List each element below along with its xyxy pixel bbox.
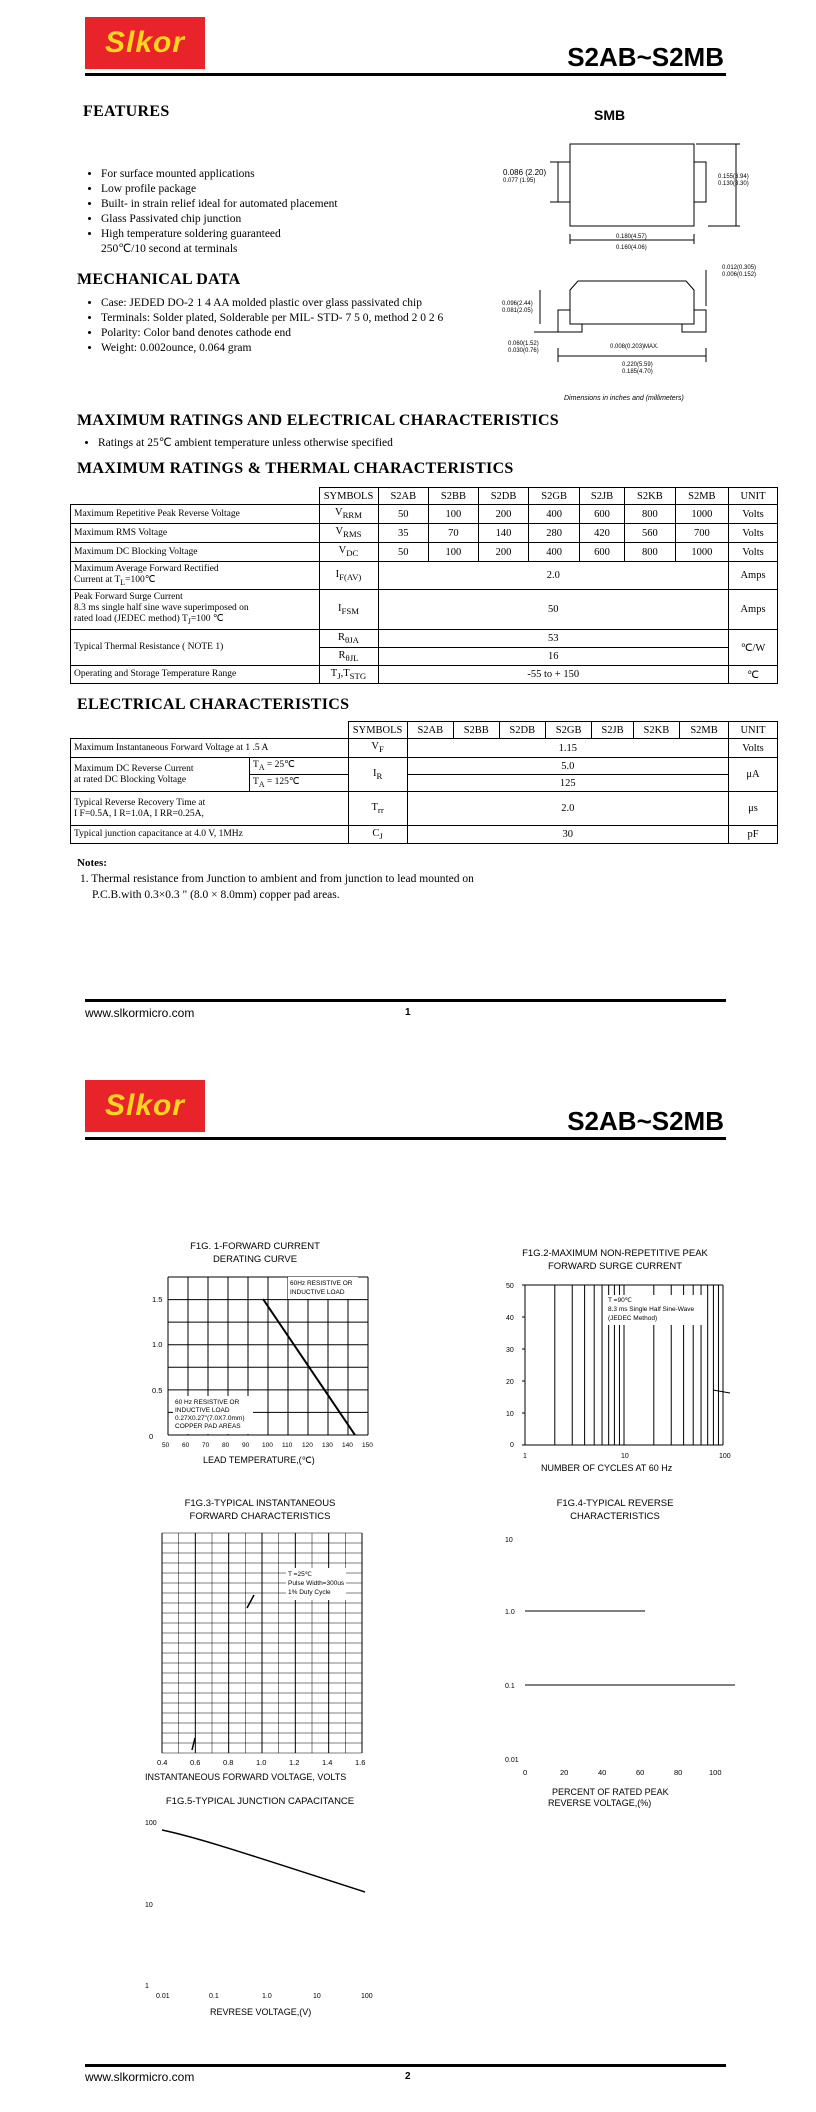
fig3-xtick: 0.8 [223,1758,234,1767]
feature-item: • Glass Passivated chip junction [101,212,501,227]
max-ratings-table [70,487,778,684]
dim-top-left: 0.077 (1.95) [503,178,536,184]
fig2-ytick: 10 [506,1411,514,1418]
features-title: FEATURES [83,103,170,120]
fig5-title: F1G.5-TYPICAL JUNCTION CAPACITANCE [165,1796,355,1807]
fig3-title [165,1497,355,1523]
symbol-cell [319,630,378,648]
dims-caption: Dimensions in inches and (millimeters) [564,395,684,402]
fig2-ytick: 0 [510,1442,514,1449]
max-ratings-title: MAXIMUM RATINGS AND ELECTRICAL CHARACTERISTICS [77,412,560,429]
symbol: I [372,767,377,779]
symbol: R [338,631,346,643]
table-header-row [71,488,778,505]
fig1-annotation: 60 Hz RESISTIVE OR [175,1399,240,1406]
feature-item: • For surface mounted applications [101,167,501,182]
symbol: I [337,602,342,614]
param-label: Maximum Repetitive Peak Reverse Voltage [71,505,320,524]
fig2-xlabel: NUMBER OF CYCLES AT 60 Hz [541,1463,673,1473]
value-cell: 16 [378,648,729,666]
param-label: Typical junction capacitance at 4.0 V, 1MHz [71,826,349,844]
fig1-ytick: 0 [149,1432,154,1441]
header-empty [71,488,320,505]
fig1-annotation: 60Hz RESISTIVE OR [290,1280,353,1287]
feature-item: • Built- in strain relief ideal for automated placement [101,197,501,212]
fig4-xtick: 20 [560,1768,569,1777]
electrical-title: ELECTRICAL CHARACTERISTICS [77,696,350,713]
symbol-sub: R [376,771,383,782]
param-label: Maximum DC Blocking Voltage [71,543,320,562]
cond-sub: A [258,762,265,772]
unit-cell: Amps [729,562,778,590]
fig3-curve [192,1595,254,1750]
dim-top-right: 0.155(3.94) [718,174,749,180]
fig1-xlabel: LEAD TEMPERATURE,(℃) [203,1455,315,1465]
value-cell: 35 [378,524,429,543]
symbol-sub: rr [377,805,384,816]
condition-cell [250,775,349,792]
mech-item: • Weight: 0.002ounce, 0.064 gram [101,341,521,356]
fig5-ytick: 100 [145,1820,157,1827]
fig2-xtick: 100 [719,1453,731,1460]
fig1-title [160,1240,350,1266]
fig2-ytick: 20 [506,1379,514,1386]
symbol: ,T [340,667,350,679]
fig4-title-line: CHARACTERISTICS [570,1511,660,1522]
fig4-xlabel: PERCENT OF RATED PEAK [552,1787,669,1797]
fig4-xtick: 80 [674,1768,683,1777]
table-row [71,590,778,630]
table-row [71,739,778,758]
unit-cell: μA [729,758,778,792]
value-cell: 53 [378,630,729,648]
symbol-cell [319,562,378,590]
dim-side-tr: 0.012(0.305) [722,265,757,271]
dim-side-l: 0.096(2.44) [502,301,533,307]
cond: T [253,759,259,770]
symbol-cell [319,543,378,562]
fig4-xtick: 40 [598,1768,607,1777]
fig1-ytick: 1.5 [152,1295,163,1304]
unit-cell: Amps [729,590,778,630]
label-line: Maximum Average Forward Rectified [74,563,219,574]
fig3-xtick: 1.6 [355,1758,366,1767]
value-cell: 1.15 [407,739,728,758]
value-cell: 100 [429,505,479,524]
fig4-xlabel: REVERSE VOLTAGE,(%) [548,1798,652,1808]
value-cell: 70 [429,524,479,543]
value-cell: 280 [529,524,580,543]
unit-cell: Volts [729,505,778,524]
value-cell: 50 [378,543,429,562]
feature-item: 250℃/10 second at terminals [101,243,238,255]
part-number-title: S2AB~S2MB [567,1106,724,1136]
fig1-chart [140,1265,380,1465]
dim-top-bottom: 0.160(4.06) [616,245,647,251]
mechanical-list [83,296,521,356]
header-cell: SYMBOLS [348,722,407,739]
fig3-xtick: 1.0 [256,1758,267,1767]
mech-item: • Terminals: Solder plated, Solderable per MIL- STD- 7 5 0, method 2 0 2 6 [101,311,521,326]
package-outline-drawing [500,130,770,410]
table-header-row [71,722,778,739]
unit-cell: ℃/W [729,630,778,666]
fig4-ytick: 10 [505,1537,513,1544]
header-cell: S2GB [545,722,591,739]
header-cell: UNIT [729,488,778,505]
value-cell: 2.0 [378,562,729,590]
fig2-annotation: (JEDEC Method) [608,1315,658,1322]
fig2-annotation: 8.3 ms Single Half Sine-Wave [608,1306,695,1313]
brand-logo-text: Slkor [104,26,186,59]
value-cell: 2.0 [407,792,728,826]
symbol: T [371,801,378,813]
symbol: V [334,507,343,519]
symbol-cell [319,648,378,666]
fig1-title-line: F1G. 1-FORWARD CURRENT [190,1241,320,1252]
fig1-annotation: INDUCTIVE LOAD [175,1407,230,1414]
label-sub: J [187,616,191,626]
header-cell: S2KB [633,722,679,739]
fig1-ytick: 1.0 [152,1340,163,1349]
fig3-xtick: 0.6 [190,1758,201,1767]
dim-side-bl: 0.060(1.52) [508,341,539,347]
footer-page-number: 2 [405,2071,411,2082]
header-cell: S2MB [675,488,728,505]
symbol: V [335,526,344,538]
cond: = 125℃ [264,776,300,787]
unit-cell: Volts [729,543,778,562]
fig1-xtick: 120 [302,1442,313,1449]
value-cell: 200 [478,543,529,562]
dim-top-left: 0.086 (2.20) [503,168,547,177]
header-cell: S2BB [429,488,479,505]
symbol-cell [348,826,407,844]
table-row [71,505,778,524]
symbol-cell [319,590,378,630]
symbol-cell [348,792,407,826]
symbol-sub: STG [349,671,367,682]
fig1-annotation: COPPER PAD AREAS [175,1423,241,1430]
symbol-cell [319,524,378,543]
ratings-note-list [80,436,393,451]
header-cell: S2DB [499,722,545,739]
brand-logo [85,1080,205,1132]
feature-item: • High temperature soldering guaranteed [101,227,501,242]
dim-top-bottom: 0.180(4.57) [616,234,647,240]
fig1-xtick: 80 [222,1442,230,1449]
fig3-annotation: Pulse Width=300us [288,1580,345,1587]
label-line: Peak Forward Surge Current [74,592,183,603]
table-row [71,758,778,775]
header-cell: UNIT [729,722,778,739]
label-line: at rated DC Blocking Voltage [74,774,187,785]
param-label [71,562,320,590]
symbol: V [371,741,379,753]
fig2-ytick: 30 [506,1347,514,1354]
fig1-ytick: 0.5 [152,1386,163,1395]
value-cell: 50 [378,590,729,630]
fig2-annotation: T =90℃ [608,1297,632,1304]
fig1-xtick: 130 [322,1442,333,1449]
symbol-cell [319,666,378,684]
symbol-cell [348,758,407,792]
symbol-sub: RRM [342,510,363,521]
label-line: =100℃ [125,574,156,585]
symbol-sub: RMS [343,529,362,540]
unit-cell: Volts [729,739,778,758]
param-label: Typical Thermal Resistance ( NOTE 1) [71,630,320,666]
value-cell: 560 [625,524,676,543]
note-1-line-1: 1. Thermal resistance from Junction to ambient and from junction to lead mounted on [80,873,474,885]
param-label [71,792,349,826]
symbol-sub: F(AV) [339,572,362,583]
value-cell: 30 [407,826,728,844]
fig2-curve [713,1390,730,1393]
header-cell: S2KB [625,488,676,505]
fig1-xtick: 150 [362,1442,373,1449]
fig1-xtick: 90 [242,1442,250,1449]
fig3-annotation: 1% Duty Cycle [288,1589,331,1596]
fig1-annotation: 0.27X0.27"(7.0X7.0mm) [175,1415,245,1422]
notes-title: Notes: [77,857,107,869]
value-cell: 600 [579,543,624,562]
fig5-xtick: 10 [313,1993,321,2000]
value-cell: 140 [478,524,529,543]
unit-cell: Volts [729,524,778,543]
fig1-xtick: 50 [162,1442,170,1449]
label-line: Typical Reverse Recovery Time at [74,797,206,808]
value-cell: -55 to + 150 [378,666,729,684]
cond-sub: A [258,779,265,789]
header-cell: S2AB [378,488,429,505]
param-label [71,590,320,630]
fig4-ytick: 0.1 [505,1683,515,1690]
param-label: Maximum Instantaneous Forward Voltage at 1 .5 A [71,739,349,758]
fig2-title-line: F1G.2-MAXIMUM NON-REPETITIVE PEAK [522,1248,708,1259]
fig5-ytick: 1 [145,1983,149,1990]
value-cell: 600 [579,505,624,524]
package-label: SMB [594,107,626,123]
value-cell: 800 [625,505,676,524]
footer-page-number: 1 [405,1007,411,1018]
fig1-xtick: 140 [342,1442,353,1449]
header-cell: S2BB [453,722,499,739]
fig4-xtick: 100 [709,1768,722,1777]
fig2-title-line: FORWARD SURGE CURRENT [547,1261,683,1272]
table-row [71,543,778,562]
fig3-xtick: 1.4 [322,1758,333,1767]
dim-side-tr: 0.006(0.152) [722,272,757,278]
label-line: Maximum DC Reverse Current [74,763,194,774]
fig1-title-line: DERATING CURVE [212,1254,298,1265]
label-line: I F=0.5A, I R=1.0A, I RR=0.25A, [74,808,204,819]
fig5-chart [140,1810,390,2020]
symbol-sub: F [378,744,384,755]
fig5-curve [162,1830,365,1892]
value-cell: 700 [675,524,728,543]
fig3-xtick: 1.2 [289,1758,300,1767]
symbol-sub: DC [346,548,359,559]
features-list [83,167,501,257]
value-cell: 125 [407,775,728,792]
fig3-xlabel: INSTANTANEOUS FORWARD VOLTAGE, VOLTS [145,1772,347,1782]
symbol: C [372,827,380,839]
cond: = 25℃ [264,759,295,770]
table-row [71,666,778,684]
symbol-sub: FSM [341,606,359,617]
fig2-xtick: 10 [621,1453,629,1460]
value-cell: 400 [529,505,580,524]
fig2-chart [495,1275,745,1473]
label-sub: L [120,577,126,587]
fig3-title-line: F1G.3-TYPICAL INSTANTANEOUS [184,1498,336,1509]
condition-cell [250,758,349,775]
symbol: V [338,545,347,557]
fig1-xtick: 100 [262,1442,273,1449]
ratings-note: • Ratings at 25℃ ambient temperature unless otherwise specified [98,436,393,451]
fig4-ytick: 1.0 [505,1609,515,1616]
fig2-title [500,1247,730,1273]
fig4-title [530,1497,700,1523]
value-cell: 50 [378,505,429,524]
table-row [71,792,778,826]
fig1-xtick: 110 [282,1442,293,1449]
mechanical-title: MECHANICAL DATA [77,271,241,288]
brand-logo [85,17,205,69]
table-row [71,562,778,590]
fig4-xtick: 60 [636,1768,645,1777]
mech-item: • Case: JEDED DO-2 1 4 AA molded plastic over glass passivated chip [101,296,521,311]
footer-url[interactable]: www.slkormicro.com [85,1006,195,1020]
dim-top-right: 0.130(3.30) [718,181,749,187]
fig4-title-line: F1G.4-TYPICAL REVERSE [556,1498,674,1509]
fig4-axis [495,1765,745,1825]
symbol-cell [348,739,407,758]
fig2-xtick: 1 [523,1453,527,1460]
value-cell: 800 [625,543,676,562]
symbol-cell [319,505,378,524]
label-line: 8.3 ms single half sine wave superimposed on [74,603,249,614]
fig3-title-line: FORWARD CHARACTERISTICS [189,1511,331,1522]
value-cell: 1000 [675,543,728,562]
fig5-ytick: 10 [145,1902,153,1909]
fig5-xtick: 0.01 [156,1993,170,2000]
fig1-annotation: INDUCTIVE LOAD [290,1289,345,1296]
symbol-sub: J [379,831,383,842]
fig5-xlabel: REVRESE VOLTAGE,(V) [210,2007,312,2017]
fig5-xtick: 0.1 [209,1993,219,2000]
footer-rule [85,999,726,1002]
fig2-ytick: 50 [506,1283,514,1290]
fig3-xtick: 0.4 [157,1758,168,1767]
dim-side-l: 0.081(2.05) [502,308,533,314]
dim-side-bl: 0.030(0.76) [508,348,539,354]
header-rule [85,73,726,76]
param-label [71,758,250,792]
symbol: R [338,649,346,661]
param-label: Maximum RMS Voltage [71,524,320,543]
footer-url[interactable]: www.slkormicro.com [85,2070,195,2084]
value-cell: 200 [478,505,529,524]
unit-cell: pF [729,826,778,844]
fig1-xtick: 70 [202,1442,210,1449]
label-line: rated load (JEDEC method) T [74,614,188,625]
fig4-ytick: 0.01 [505,1757,519,1764]
table-row [71,826,778,844]
fig2-ytick: 40 [506,1315,514,1322]
label-line: =100 ℃ [190,614,224,625]
fig5-xtick: 100 [361,1993,373,2000]
header-cell: S2JB [579,488,624,505]
fig4-xtick: 0 [523,1768,528,1777]
label-line: Current at T [74,574,121,585]
fig4-chart [495,1525,745,1765]
dim-side-b: 0.220(5.59) [622,362,653,368]
symbol: I [335,568,340,580]
header-cell: S2DB [478,488,529,505]
value-cell: 1000 [675,505,728,524]
feature-item: • Low profile package [101,182,501,197]
value-cell: 5.0 [407,758,728,775]
part-number-title: S2AB~S2MB [567,42,724,72]
table-row [71,524,778,543]
header-cell: S2AB [407,722,453,739]
fig5-xtick: 1.0 [262,1993,272,2000]
mech-item: • Polarity: Color band denotes cathode end [101,326,521,341]
value-cell: 400 [529,543,580,562]
unit-cell: μs [729,792,778,826]
footer-rule [85,2064,726,2067]
header-cell: S2GB [529,488,580,505]
dim-side-b: 0.185(4.70) [622,369,653,375]
fig1-xtick: 60 [182,1442,190,1449]
dim-side-bm: 0.008(0.203)MAX. [610,344,659,350]
symbol-sub: θJA [345,635,359,646]
electrical-table [70,721,778,844]
note-1-line-2: P.C.B.with 0.3×0.3 " (8.0 × 8.0mm) copper pad areas. [92,889,340,901]
fig3-annotation: T =25℃ [288,1571,312,1578]
param-label: Operating and Storage Temperature Range [71,666,320,684]
brand-logo-text: Slkor [104,1089,186,1122]
thermal-title: MAXIMUM RATINGS & THERMAL CHARACTERISTICS [77,460,514,477]
symbol-sub: θJL [345,653,359,664]
unit-cell: ℃ [729,666,778,684]
header-empty [71,722,349,739]
table-row [71,630,778,648]
cond: T [253,776,259,787]
value-cell: 100 [429,543,479,562]
header-cell: S2JB [592,722,633,739]
symbol-sub: J [337,671,341,682]
fig3-chart [140,1528,400,1788]
header-cell: S2MB [680,722,729,739]
value-cell: 420 [579,524,624,543]
header-cell: SYMBOLS [319,488,378,505]
symbol: T [330,667,338,679]
header-rule [85,1137,726,1140]
